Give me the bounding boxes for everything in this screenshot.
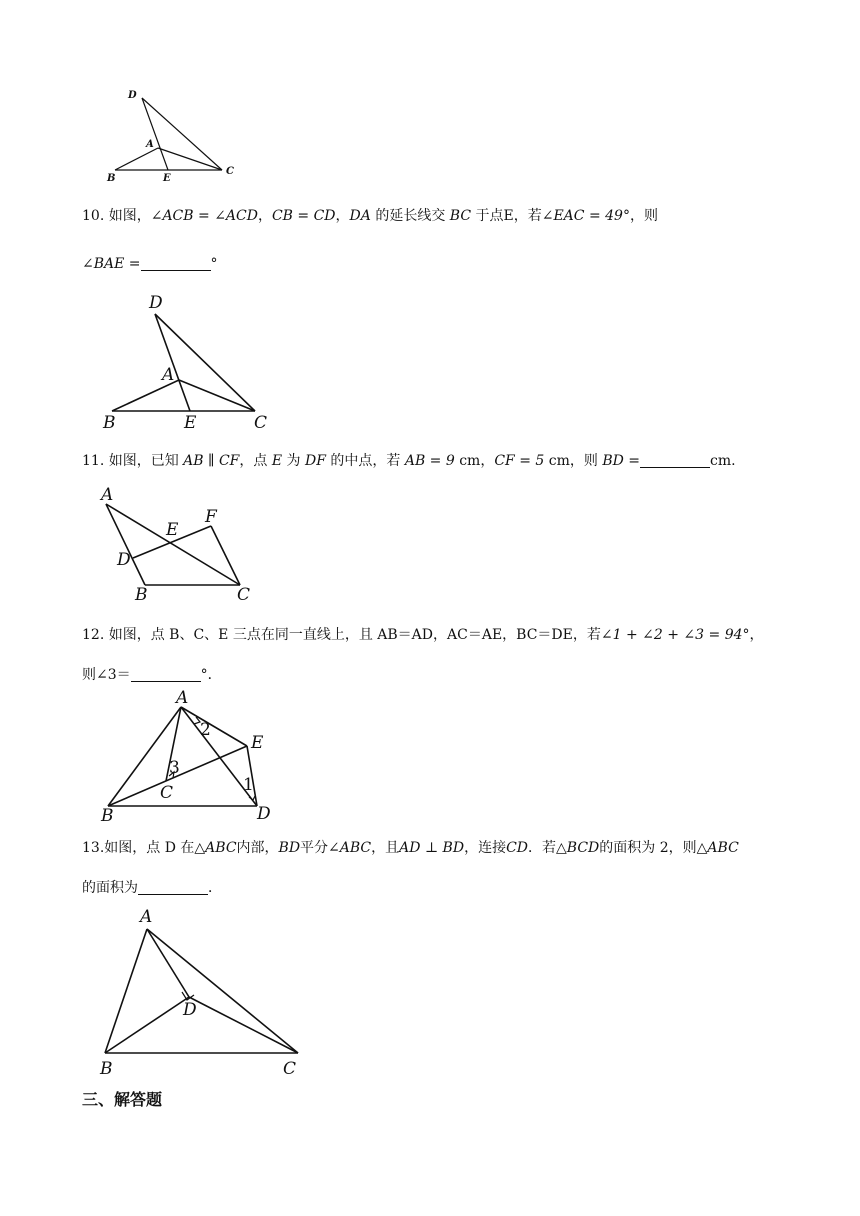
q10-math: ∠ACB = ∠ACD	[150, 208, 258, 224]
q12-text: ，	[749, 627, 764, 643]
q12-label-c: C	[160, 783, 174, 803]
q11-text: 的中点，若	[325, 453, 405, 469]
q13-label-c: C	[283, 1059, 297, 1079]
fig0-label-a: A	[146, 139, 154, 150]
q13-text: ，连接	[464, 840, 507, 856]
fig0-label-d: D	[128, 90, 137, 101]
q11-text: cm，	[454, 453, 495, 469]
q13-math: △ABC	[696, 840, 739, 856]
question-10-line2	[82, 256, 218, 271]
q12-math: ∠1 + ∠2 + ∠3 = 94°	[600, 627, 750, 643]
q12-text: °．	[200, 667, 222, 683]
q11-text: cm，则	[544, 453, 603, 469]
q10-text: 的延长线交	[370, 208, 450, 224]
question-10-line1	[82, 209, 658, 223]
q11-math: AB ∥ CF	[183, 453, 240, 469]
q13-text: 的面积为 2，则	[599, 840, 697, 856]
question-number: 11.	[82, 453, 105, 469]
q13-math: AD ⊥ BD	[399, 840, 465, 856]
q10-math: BC	[449, 208, 472, 224]
q12-text: 则∠3＝	[82, 667, 131, 683]
q11-text: ，点	[239, 453, 272, 469]
figure-q11	[100, 485, 260, 605]
question-number: 13.	[82, 840, 105, 856]
fig0-label-e: E	[163, 173, 171, 184]
q10-math: ∠BAE =	[82, 256, 141, 272]
q13-math: ∠ABC	[328, 840, 372, 856]
answer-blank[interactable]	[141, 256, 211, 271]
q11-text: 如图，已知	[108, 453, 184, 469]
answer-blank[interactable]	[138, 880, 208, 895]
q10-label-e: E	[184, 413, 197, 433]
q13-math: CD	[506, 840, 529, 856]
q13-text: 如图，点 D 在	[104, 840, 195, 856]
q10-label-b: B	[103, 413, 116, 433]
q12-label-d: D	[257, 804, 271, 824]
question-12-line1	[82, 628, 764, 642]
question-11	[82, 453, 736, 468]
q10-text: ，则	[629, 208, 658, 224]
q12-angle-3: 3	[169, 758, 180, 778]
q13-math: △ABC	[194, 840, 237, 856]
figure-q10	[100, 290, 280, 433]
q11-label-d: D	[117, 550, 131, 570]
q10-text: ，	[335, 208, 350, 224]
q13-text: ．	[208, 880, 222, 896]
q10-label-d: D	[149, 293, 163, 313]
question-number: 10.	[82, 208, 105, 224]
q10-label-a: A	[162, 365, 175, 385]
q10-text: 如图，	[108, 208, 151, 224]
q13-label-b: B	[100, 1059, 113, 1079]
figure-q12	[100, 690, 280, 820]
fig0-label-c: C	[226, 166, 234, 177]
answer-blank[interactable]	[131, 667, 201, 682]
q11-text: 为	[282, 453, 305, 469]
q10-text: 于点E，若	[471, 208, 542, 224]
q11-unit: cm.	[710, 453, 736, 469]
question-13-line2	[82, 880, 222, 895]
answer-blank[interactable]	[640, 453, 710, 468]
q13-math: △BCD	[556, 840, 600, 856]
q13-text: 的面积为	[82, 880, 138, 896]
q11-math: E	[271, 453, 283, 469]
q12-label-a: A	[176, 688, 189, 708]
q13-text: 平分	[300, 840, 329, 856]
q11-label-f: F	[205, 507, 217, 527]
q12-angle-1: 1	[243, 775, 254, 795]
q11-math: DF	[304, 453, 326, 469]
q11-math: CF = 5	[494, 453, 545, 469]
q11-math: AB = 9	[404, 453, 455, 469]
q10-math: ∠EAC = 49°	[541, 208, 630, 224]
q13-text: 内部，	[236, 840, 279, 856]
q12-text: 如图，点 B、C、E 三点在同一直线上，且 AB＝AD，AC＝AE，BC＝DE，若	[108, 627, 601, 643]
figure-q13	[100, 905, 310, 1080]
q11-label-a: A	[101, 485, 114, 505]
q13-label-a: A	[140, 907, 153, 927]
q13-label-d: D	[183, 1000, 197, 1020]
q10-text: ，	[257, 208, 272, 224]
q12-angle-2: 2	[200, 720, 211, 740]
question-13-line1	[82, 841, 739, 855]
fig0-label-b: B	[107, 173, 116, 184]
q11-label-b: B	[135, 585, 148, 605]
q13-text: ．若	[528, 840, 557, 856]
question-number: 12.	[82, 627, 105, 643]
q12-label-e: E	[251, 733, 264, 753]
q10-math: CB = CD	[271, 208, 336, 224]
q10-unit: °	[210, 256, 218, 272]
question-12-line2	[82, 667, 222, 682]
q11-math: BD =	[602, 453, 641, 469]
q13-math: BD	[278, 840, 301, 856]
q11-label-e: E	[166, 520, 179, 540]
q11-label-c: C	[237, 585, 251, 605]
section-title: 三、解答题	[82, 1090, 163, 1109]
q10-label-c: C	[254, 413, 268, 433]
q12-label-b: B	[101, 806, 114, 826]
q10-math: DA	[349, 208, 371, 224]
q13-text: ，且	[371, 840, 400, 856]
